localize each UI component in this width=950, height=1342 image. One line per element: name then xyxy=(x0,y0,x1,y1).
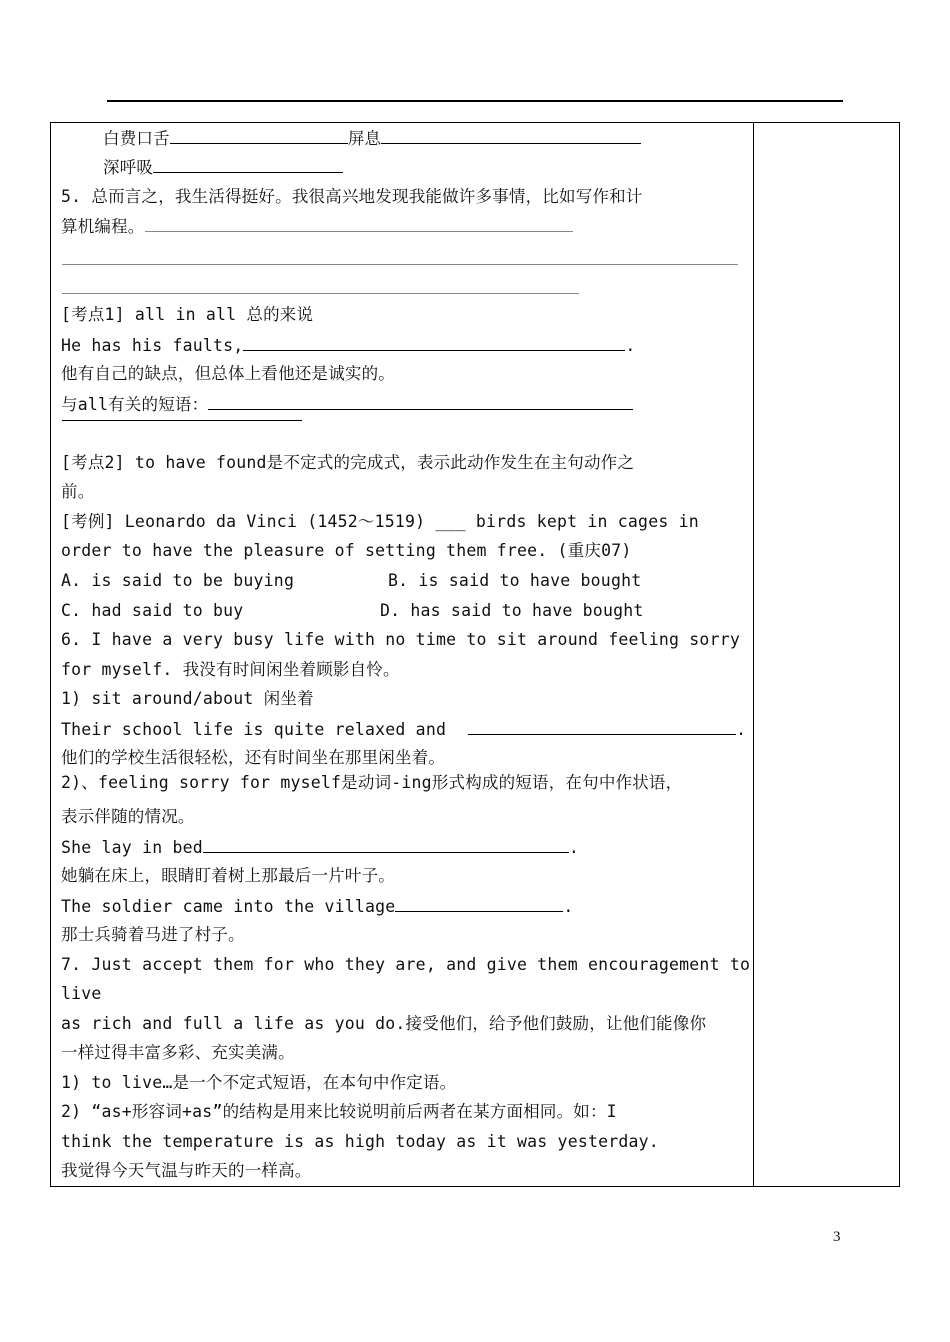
text-line: 他有自己的缺点，但总体上看他还是诚实的。 xyxy=(61,364,395,383)
answer-rule xyxy=(62,420,302,421)
blank xyxy=(468,718,736,735)
text-line: 2)、feeling sorry for myself是动词-ing形式构成的短语，在句中作状语， xyxy=(61,773,683,792)
blank xyxy=(145,215,573,232)
text-line: 我觉得今天气温与昨天的一样高。 xyxy=(61,1161,312,1180)
option-c: C. had said to buy xyxy=(61,601,244,620)
option-d: D. has said to have bought xyxy=(380,601,644,620)
text-line: 他们的学校生活很轻松，还有时间坐在那里闲坐着。 xyxy=(61,748,446,767)
answer-rule xyxy=(62,264,738,265)
text-line: think the temperature is as high today as it was yesterday. xyxy=(61,1132,659,1151)
blank xyxy=(153,156,343,173)
text-line: live xyxy=(61,984,102,1003)
text-line: 7. Just accept them for who they are, and give them encouragement to xyxy=(61,955,751,974)
blank xyxy=(203,836,569,853)
text-line: 6. I have a very busy life with no time to sit around feeling sorry xyxy=(61,630,740,649)
text-line: Their school life is quite relaxed and . xyxy=(61,720,747,739)
header-rule xyxy=(107,100,843,102)
text-line: as rich and full a life as you do.接受他们，给予他们鼓励，让他们能像你 xyxy=(61,1014,707,1033)
text-line: 深呼吸 xyxy=(103,156,343,179)
text-line: 前。 xyxy=(61,482,95,501)
blank xyxy=(243,334,625,351)
text-line: 5. 总而言之，我生活得挺好。我很高兴地发现我能做许多事情，比如写作和计 xyxy=(61,187,643,206)
text-line: 算机编程。 xyxy=(61,215,573,238)
option-a: A. is said to be buying xyxy=(61,571,295,590)
text-line: for myself. 我没有时间闲坐着顾影自怜。 xyxy=(61,660,400,679)
answer-rule xyxy=(62,293,579,294)
text-line: He has his faults, . xyxy=(61,336,636,355)
text-line: 白费口舌 屏息 xyxy=(103,127,641,150)
text-line: [考点2] to have found是不定式的完成式，表示此动作发生在主句动作之 xyxy=(61,453,635,472)
text-line: [考例] Leonardo da Vinci (1452～1519) ___ birds kept in cages in xyxy=(61,512,699,531)
blank xyxy=(208,393,633,410)
blank xyxy=(381,127,641,144)
text-line: order to have the pleasure of setting them free. (重庆07) xyxy=(61,541,632,560)
column-divider xyxy=(753,122,754,1187)
text-line: 2) “as+形容词+as”的结构是用来比较说明前后两者在某方面相同。如：I xyxy=(61,1102,617,1121)
blank xyxy=(395,895,563,912)
text-line: 1) to live…是一个不定式短语，在本句中作定语。 xyxy=(61,1073,457,1092)
option-b: B. is said to have bought xyxy=(388,571,642,590)
text-line: 一样过得丰富多彩、充实美满。 xyxy=(61,1043,295,1062)
blank xyxy=(170,127,348,144)
text-line: 她躺在床上，眼睛盯着树上那最后一片叶子。 xyxy=(61,866,395,885)
text-line: 与all有关的短语： xyxy=(61,393,633,416)
text-line: 表示伴随的情况。 xyxy=(61,807,195,826)
text-line: [考点1] all in all 总的来说 xyxy=(61,305,314,324)
text-line: 那士兵骑着马进了村子。 xyxy=(61,925,245,944)
page-number: 3 xyxy=(833,1229,841,1245)
text-line: 1) sit around/about 闲坐着 xyxy=(61,689,314,708)
text-line: She lay in bed . xyxy=(61,838,580,857)
text-line: The soldier came into the village . xyxy=(61,897,574,916)
